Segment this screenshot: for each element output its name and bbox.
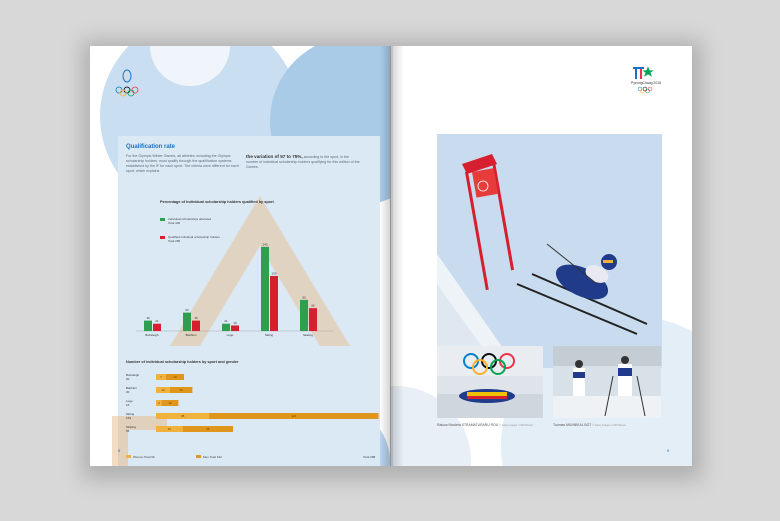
- chart2-value-label: 7: [160, 375, 162, 379]
- intro-paragraph-left: For the Olympic Winter Games, all athletes, including the Olympic scholarship holders, must qualify through the qualification systems established by the IF for each sport. The criteria were different for each sport, which explains: [126, 154, 239, 173]
- book-spine: [380, 46, 404, 466]
- legend-total-qualified: Total 289: [168, 239, 181, 243]
- photo-cross-country: [553, 346, 661, 418]
- legend-total-allocated: Total 436: [168, 221, 181, 225]
- chart1-category-label: Skiing: [264, 333, 274, 337]
- chart-percentage-qualified: [130, 206, 340, 341]
- photo-downhill-skier: [437, 134, 662, 368]
- chart1-value-label: 21: [224, 319, 228, 324]
- chart1-title: Percentage of individual scholarship holders qualified by sport: [160, 200, 274, 204]
- chart1-category-label: Luge: [226, 333, 234, 337]
- chart1-bar-bobsleigh-allocated: [144, 321, 152, 331]
- legend-label-allocated: Individual scholarships allocated: [168, 217, 212, 221]
- chart1-bar-skiing-qualified: [270, 276, 278, 331]
- legend-swatch-allocated: [160, 218, 165, 221]
- legend-label-qualified: Qualified individual scholarship holders: [168, 235, 220, 239]
- caption-cross-country: [553, 423, 626, 427]
- pyeongchang-logo-icon: [629, 64, 663, 94]
- chart2-category-label: Biathlon: [126, 386, 137, 390]
- caption-cross-country-credit: © Getty Images / Cliff Mosser: [592, 424, 627, 427]
- chart1-value-label: 90: [302, 295, 306, 300]
- chart2-value-label: 121: [291, 414, 297, 418]
- chart2-value-label: 19: [167, 427, 171, 431]
- legend-swatch-women: [126, 455, 131, 458]
- chart2-category-label: Skating: [126, 425, 137, 429]
- chart1-value-label: 21: [155, 319, 159, 324]
- chart1-bar-biathlon-allocated: [183, 313, 191, 331]
- chart1-value-label: 53: [185, 308, 189, 313]
- chart1-value-label: 30: [194, 316, 198, 321]
- photo-luge: [437, 346, 543, 418]
- chart1-bar-biathlon-qualified: [192, 321, 200, 331]
- chart2-category-total: 159: [126, 416, 132, 420]
- chart2-category-label: Luge: [126, 399, 133, 403]
- chart1-bar-luge-qualified: [231, 325, 239, 331]
- chart2-value-label: 12: [168, 401, 172, 405]
- chart2-category-label: Skiing: [126, 412, 135, 416]
- pyeongchang-logo-text: PyeongChang 2018: [631, 81, 661, 85]
- chart1-bar-skiing-allocated: [261, 247, 269, 331]
- cross-country-illustration-icon: [553, 346, 661, 418]
- chart1-category-label: Skating: [302, 333, 314, 337]
- olympic-logo-icon: [112, 66, 142, 98]
- legend-label-men: Men Total 192: [203, 455, 222, 459]
- right-page: [391, 46, 692, 466]
- page-number-right: 9: [667, 448, 670, 453]
- intro-right-text: according to the sport, in the number of individual scholarship holders qualifying for this edition of the Games.: [246, 155, 360, 169]
- chart1-bar-skating-allocated: [300, 300, 308, 331]
- caption-cross-country-name: Tuomas MUNNIKAL BOT: [553, 423, 592, 427]
- chart2-title: Number of individual scholarship holders by sport and gender: [126, 360, 239, 364]
- chart2-value-label: 13: [173, 375, 177, 379]
- intro-paragraph-right: [246, 154, 360, 170]
- chart1-bar-bobsleigh-qualified: [153, 324, 161, 331]
- legend-swatch-men: [196, 455, 201, 458]
- chart2-value-label: 4: [157, 401, 160, 405]
- intro-highlight: the variation of 57 to 75%,: [246, 154, 303, 159]
- chart2-category-total: 55: [126, 429, 130, 433]
- chart1-category-label: Bobsleigh: [145, 333, 159, 337]
- chart2-value-label: 16: [179, 388, 183, 392]
- page-number-left: 8: [118, 448, 121, 453]
- chart1-bar-skating-qualified: [309, 308, 317, 331]
- legend-swatch-qualified: [160, 236, 165, 239]
- luge-illustration-icon: [437, 346, 543, 418]
- skier-illustration-icon: [437, 134, 662, 368]
- chart2-category-label: Bobsleigh: [126, 373, 140, 377]
- chart1-value-label: 159: [271, 271, 277, 276]
- section-heading: Qualification rate: [126, 144, 176, 150]
- chart2-value-label: 36: [206, 427, 210, 431]
- chart1-value-label: 16: [233, 320, 237, 325]
- chart1-bar-luge-allocated: [222, 324, 230, 331]
- caption-luge-credit: © Getty Images / Cliff Mosser: [499, 424, 533, 427]
- chart2-value-label: 38: [180, 414, 185, 418]
- chart1-value-label: 66: [311, 303, 315, 308]
- chart1-value-label: 243: [262, 242, 268, 247]
- left-page: [90, 46, 390, 466]
- chart1-category-label: Biathlon: [185, 333, 197, 337]
- chart2-category-total: 16: [126, 403, 130, 407]
- chart2-value-label: 10: [161, 388, 165, 392]
- chart-gender-breakdown: [126, 368, 386, 466]
- caption-luge-name: Raluca Nicoleta STRAMATURARU ROU: [437, 423, 499, 427]
- chart1-value-label: 30: [146, 316, 150, 321]
- caption-luge: [437, 423, 533, 427]
- grand-total: Total 288: [363, 455, 376, 459]
- chart2-category-total: 20: [126, 377, 130, 381]
- legend-label-women: Women Total 96: [133, 455, 155, 459]
- chart2-category-total: 30: [126, 390, 130, 394]
